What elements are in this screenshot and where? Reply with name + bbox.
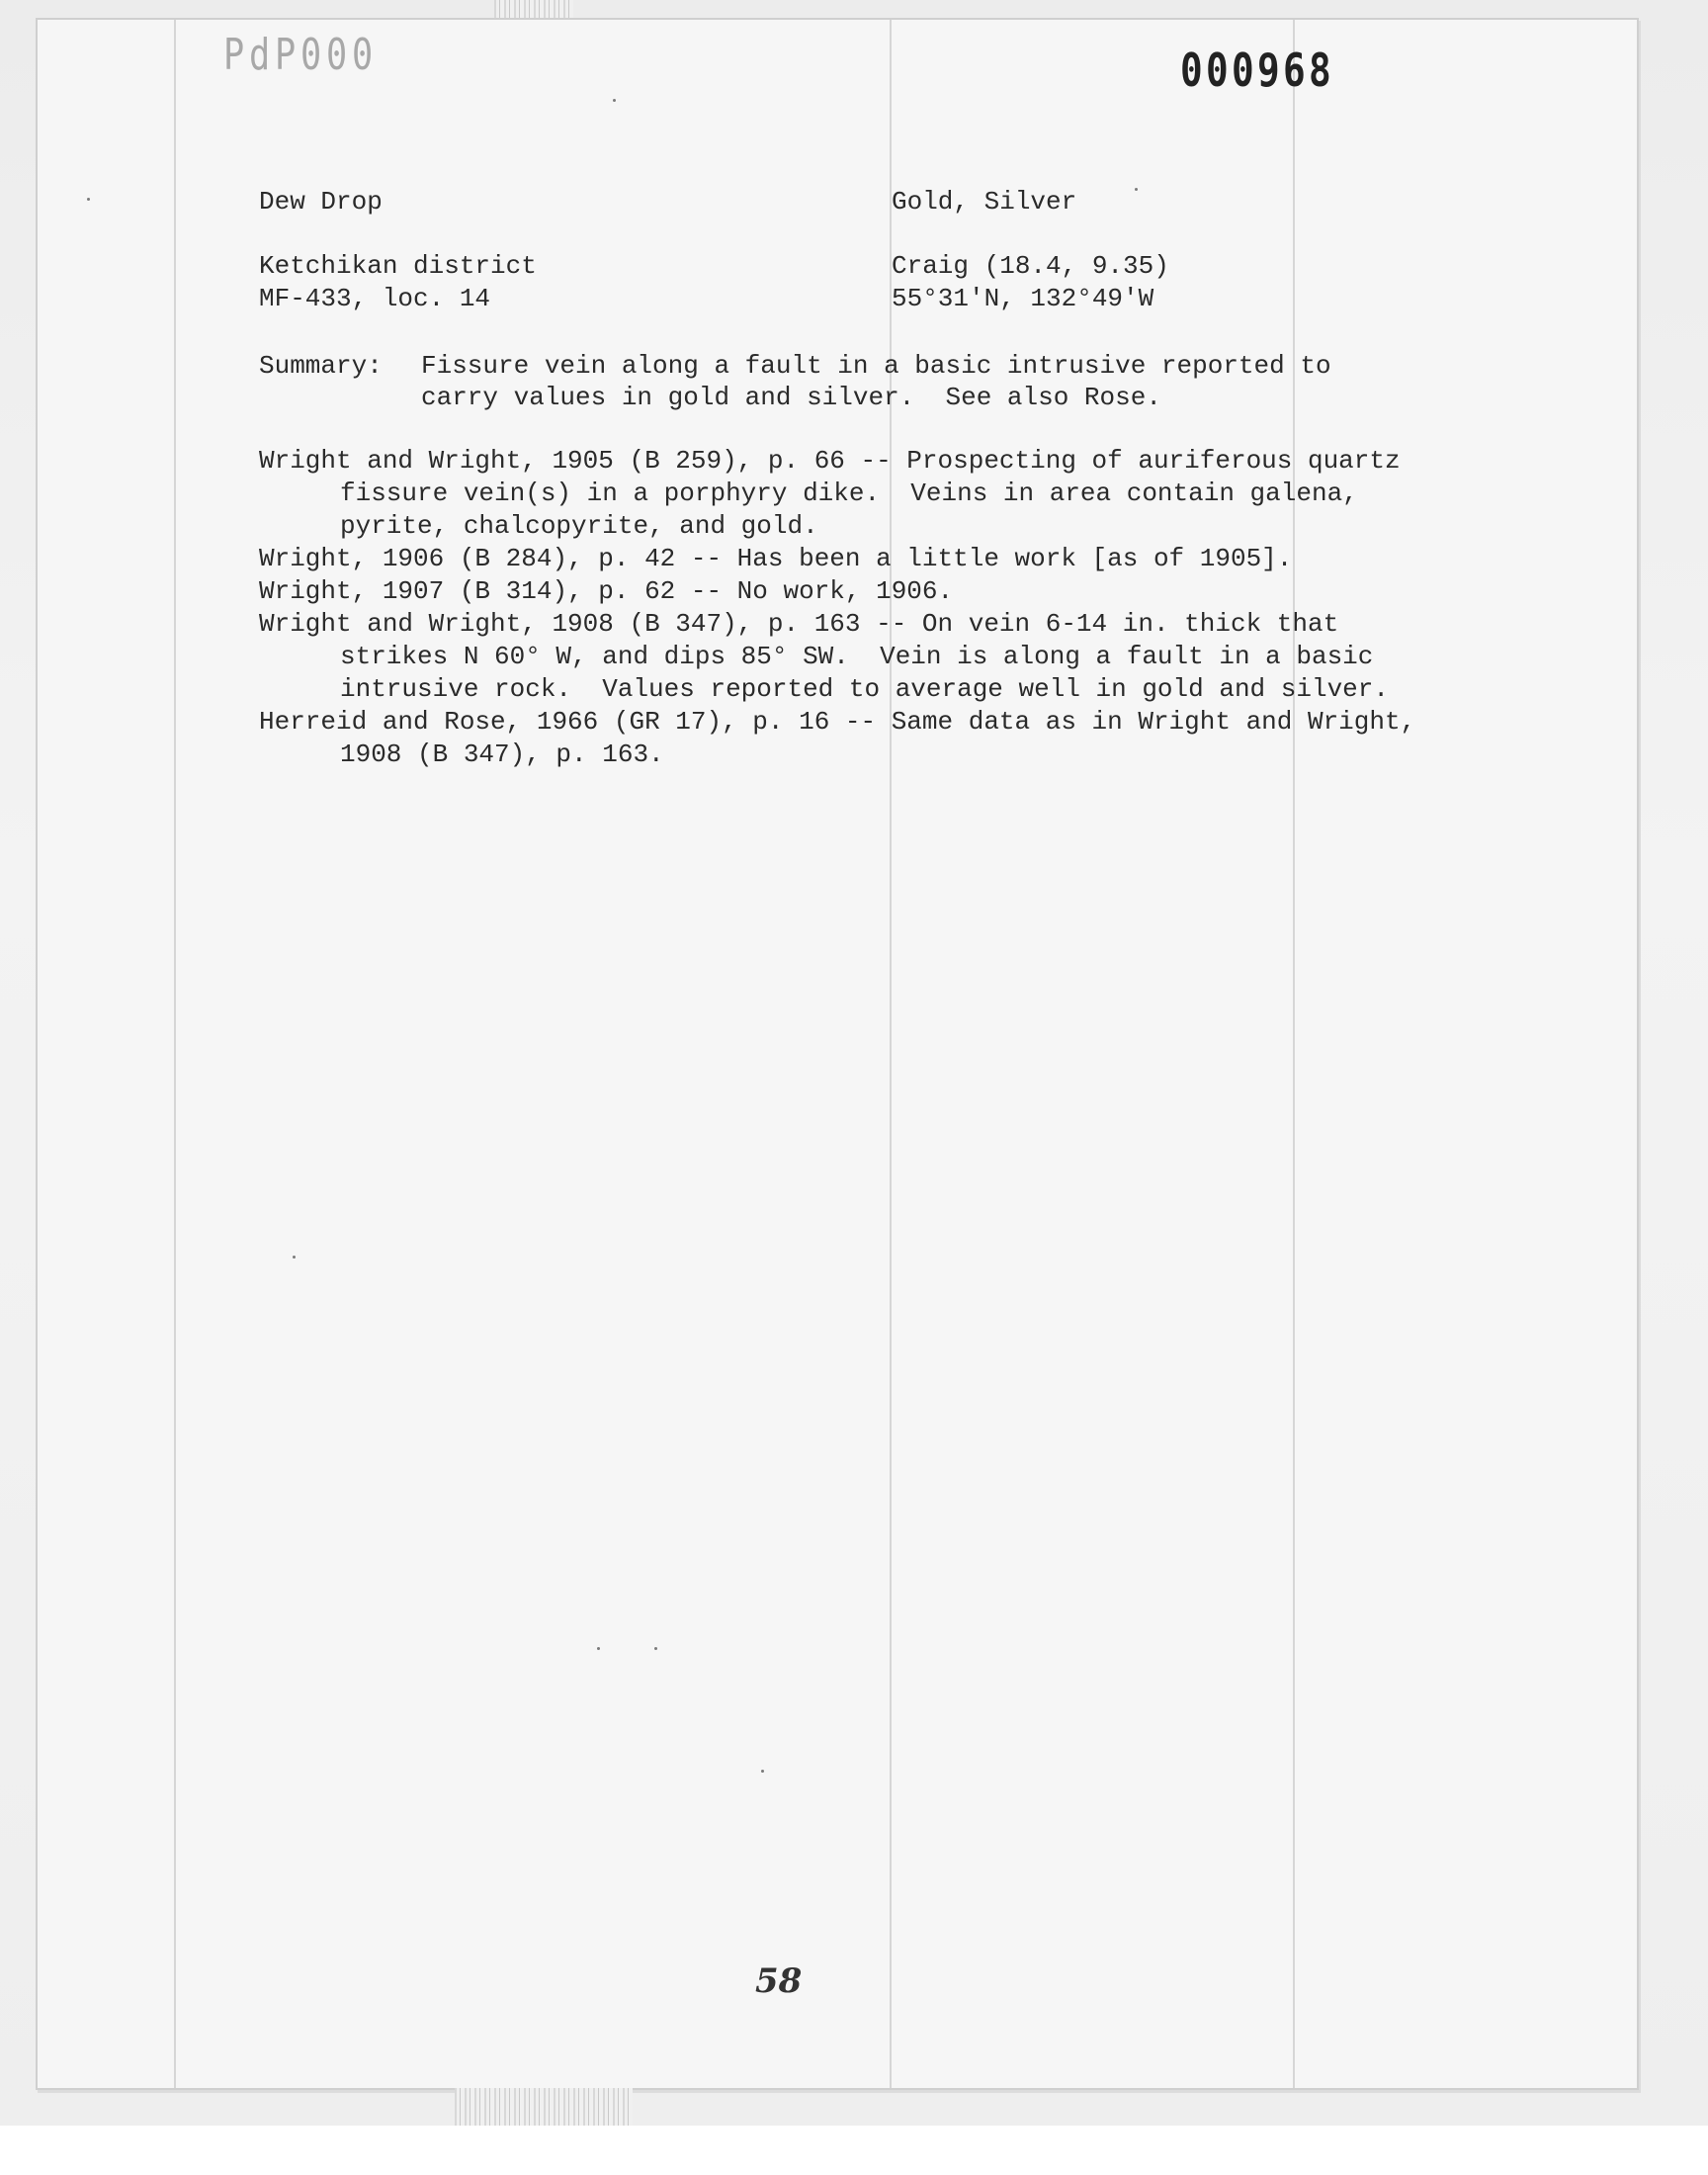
scan-speck — [1135, 188, 1138, 191]
reference-line: Wright, 1907 (B 314), p. 62 -- No work, 1906. — [259, 576, 954, 606]
scan-speck — [87, 198, 90, 201]
scan-speck — [761, 1770, 764, 1773]
reference-line: 1908 (B 347), p. 163. — [340, 740, 664, 769]
stamp-top-left: PdP000 — [223, 30, 378, 80]
scan-bottom-margin — [0, 2126, 1708, 2175]
reference-line: Wright, 1906 (B 284), p. 42 -- Has been a little work [as of 1905]. — [259, 544, 1293, 573]
fold-line-right — [1293, 20, 1295, 2088]
scan-speck — [654, 1647, 657, 1650]
property-name: Dew Drop — [259, 187, 383, 217]
reference-line: fissure vein(s) in a porphyry dike. Veins in area contain galena, — [340, 478, 1358, 508]
reference-line: Wright and Wright, 1908 (B 347), p. 163 -- On vein 6-14 in. thick that — [259, 609, 1339, 639]
scan-speck — [597, 1647, 600, 1650]
district: Ketchikan district — [259, 251, 537, 281]
summary-line: Fissure vein along a fault in a basic intrusive reported to — [421, 351, 1331, 381]
map-location: MF-433, loc. 14 — [259, 284, 491, 313]
reference-line: strikes N 60° W, and dips 85° SW. Vein is along a fault in a basic — [340, 642, 1374, 671]
reference-line: pyrite, chalcopyrite, and gold. — [340, 511, 818, 541]
document-number-stamp: 000968 — [1180, 44, 1334, 97]
summary-line: carry values in gold and silver. See also Rose. — [421, 383, 1161, 412]
commodities: Gold, Silver — [892, 187, 1077, 217]
binder-strip-bottom — [455, 2088, 633, 2128]
quadrangle: Craig (18.4, 9.35) — [892, 251, 1169, 281]
page-number: 58 — [755, 1961, 803, 2001]
scan-speck — [613, 99, 616, 102]
scan-speck — [293, 1256, 296, 1259]
reference-line: Herreid and Rose, 1966 (GR 17), p. 16 -- Same data as in Wright and Wright, — [259, 707, 1416, 737]
fold-line-center — [890, 20, 892, 2088]
reference-line: intrusive rock. Values reported to average well in gold and silver. — [340, 674, 1389, 704]
reference-line: Wright and Wright, 1905 (B 259), p. 66 -- Prospecting of auriferous quartz — [259, 446, 1401, 476]
summary-label: Summary: — [259, 351, 383, 381]
document-page — [36, 18, 1639, 2090]
fold-line-left — [174, 20, 176, 2088]
coordinates: 55°31'N, 132°49'W — [892, 284, 1154, 313]
